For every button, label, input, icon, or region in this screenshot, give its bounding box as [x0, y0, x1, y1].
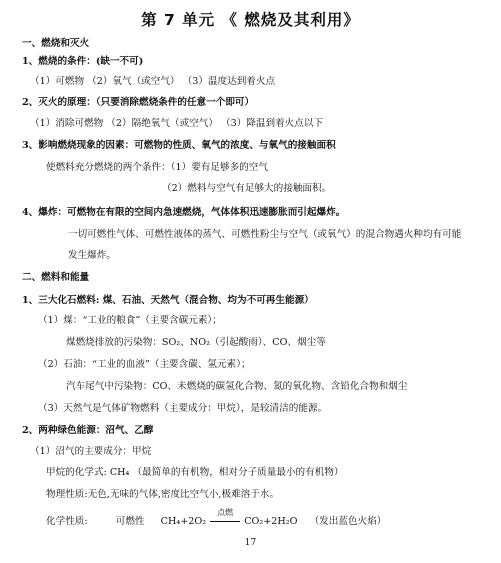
methane-chemical-properties: [46, 508, 387, 528]
coal-pollutants: 煤燃烧排放的污染物：SO₂、NO₂（引起酸雨）、CO、烟尘等: [66, 337, 326, 348]
petroleum-description: （2）石油：“工业的血液”（主要含碳、氢元素）；: [38, 359, 251, 370]
section-heading-fuel-energy: 二、燃料和能量: [22, 272, 90, 283]
methane-physical-properties: 物理性质:无色,无味的气体,密度比空气小,极难溶于水。: [46, 489, 280, 500]
section-heading-combustion: 一、燃烧和灭火: [22, 38, 90, 49]
combustion-conditions-heading: 1、燃烧的条件：(缺一不可): [22, 56, 144, 67]
reaction-condition: 点燃: [217, 508, 234, 517]
page-title: 第 7 单元 《 燃烧及其利用》: [141, 11, 360, 29]
natural-gas-description: （3）天然气是气体矿物燃料（主要成分：甲烷），是较清洁的能源。: [38, 403, 328, 414]
equation-reactants: CH₄+2O₂: [160, 516, 207, 527]
biogas-main-component: （1）沼气的主要成分：甲烷: [30, 446, 152, 457]
combustion-factors: 3、影响燃烧现象的因素：可燃物的性质、氧气的浓度、与氧气的接触面积: [22, 140, 336, 151]
chemical-properties-label: 化学性质:: [46, 516, 88, 527]
methane-formula: 甲烷的化学式: CH₄ （最简单的有机物，相对分子质量最小的有机物）: [46, 467, 344, 478]
explosion-definition: 4、爆炸：可燃物在有限的空间内急速燃烧，气体体积迅速膨胀而引起爆炸。: [22, 207, 346, 218]
extinguish-methods-list: （1）消除可燃物 （2）隔绝氧气（或空气） （3）降温到着火点以下: [30, 118, 324, 129]
green-energy-heading: 2、两种绿色能源：沼气、乙醇: [22, 425, 154, 436]
fossil-fuels-heading: 1、三大化石燃料: 煤、石油、天然气（混合物、均为不可再生能源）: [22, 295, 314, 306]
explosion-note-line-2: 发生爆炸。: [68, 250, 116, 261]
extinguish-principle-heading: 2、灭火的原理：（只要消除燃烧条件的任意一个即可）: [22, 97, 255, 108]
full-combustion-conditions: 使燃料充分燃烧的两个条件：（1）要有足够多的空气: [46, 162, 268, 173]
explosion-note-line-1: 一切可燃性气体、可燃性液体的蒸气、可燃性粉尘与空气（或氧气）的混合物遇火种均有可能: [68, 229, 462, 240]
full-combustion-condition-2: （2）燃料与空气有足够大的接触面积。: [162, 183, 332, 194]
coal-description: （1）煤：“工业的粮食”（主要含碳元素）；: [38, 315, 222, 326]
reaction-arrow: [209, 508, 241, 528]
equation-products: CO₂+2H₂O: [244, 516, 298, 527]
page-number: 17: [244, 538, 257, 548]
flame-note: （发出蓝色火焰）: [309, 516, 387, 527]
vehicle-exhaust-pollutants: 汽车尾气中污染物：CO、未燃烧的碳氢化合物、氮的氧化物、含铅化合物和烟尘: [66, 381, 408, 392]
combustion-conditions-list: （1）可燃物 （2）氧气（或空气） （3）温度达到着火点: [30, 76, 276, 87]
flammability-label: 可燃性: [115, 516, 145, 527]
